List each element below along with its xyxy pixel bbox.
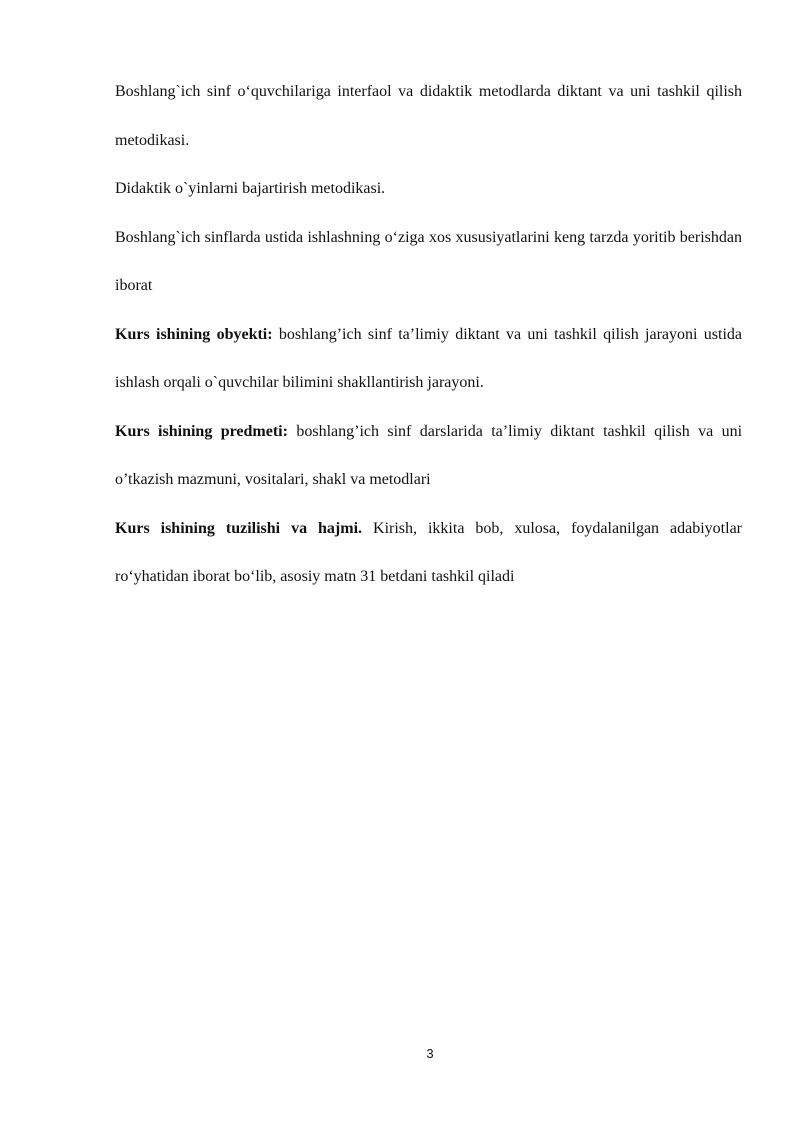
paragraph-text: Boshlang`ich sinf o‘quvchilariga interfaol va didaktik metodlarda diktant va uni tashkil qilish metodikasi. (115, 83, 742, 149)
paragraph-text: boshlang’ich sinf ta’limiy diktant va uni tashkil qilish jarayoni ustida ishlash orqali o`quvchilar bilimini shakllantirish jarayoni. (115, 325, 743, 391)
paragraph-text: Boshlang`ich sinflarda ustida ishlashning o‘ziga xos xususiyatlarini keng tarzda yoritib berishdan iborat (115, 228, 742, 294)
page-number: 3 (426, 1046, 434, 1061)
paragraph-object (115, 311, 742, 408)
paragraph-1 (115, 68, 742, 165)
paragraph-text: Kirish, ikkita bob, xulosa, foydalanilgan adabiyotlar ro‘yhatidan iborat bo‘lib, asosiy matn 31 betdani tashkil qiladi (115, 519, 742, 585)
paragraph-3 (115, 214, 742, 311)
paragraph-lead: Kurs ishining obyekti: (115, 325, 273, 343)
paragraph-2 (115, 165, 742, 214)
paragraph-lead: Kurs ishining predmeti: (115, 422, 288, 440)
paragraph-subject (115, 408, 742, 505)
paragraph-lead: Kurs ishining tuzilishi va hajmi. (115, 519, 363, 537)
document-body (115, 68, 742, 602)
paragraph-text: boshlang’ich sinf darslarida ta’limiy diktant tashkil qilish va uni o’tkazish mazmuni, vositalari, shakl va metodlari (115, 422, 743, 488)
paragraph-structure (115, 505, 742, 602)
paragraph-text: Didaktik o`yinlarni bajartirish metodikasi. (115, 180, 386, 197)
